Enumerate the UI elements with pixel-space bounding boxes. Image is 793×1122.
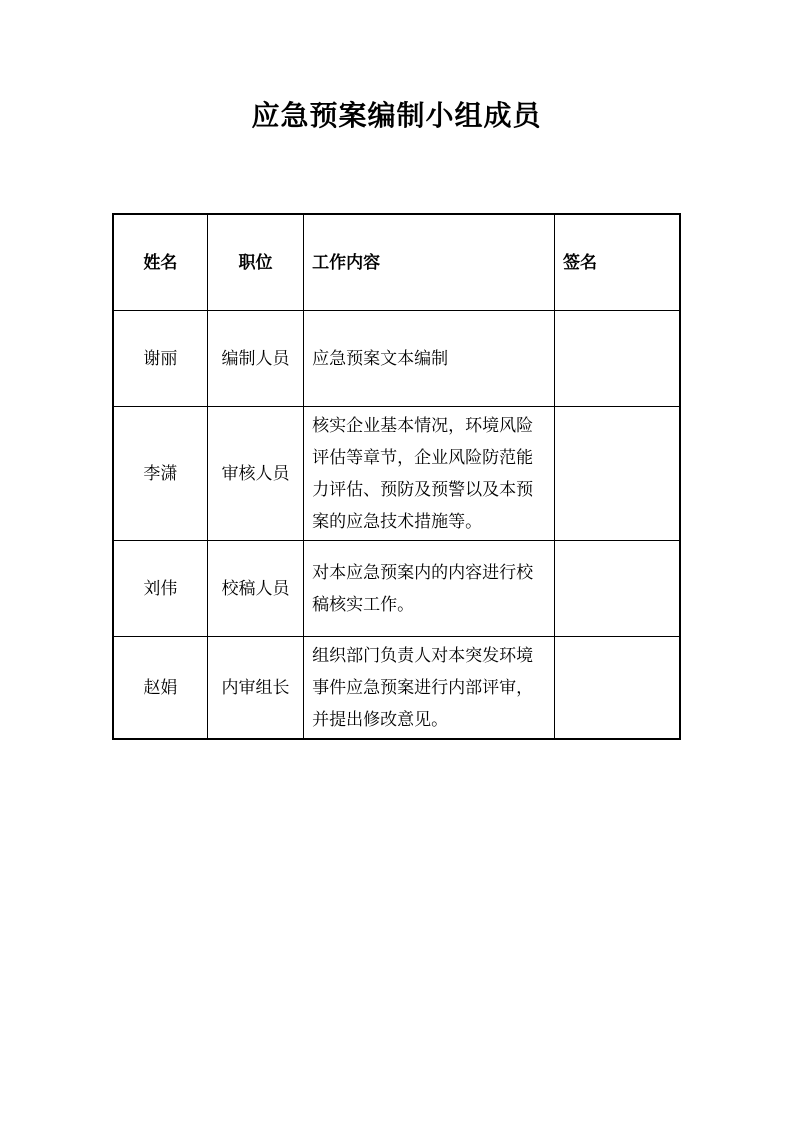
- cell-position: 校稿人员: [207, 541, 303, 637]
- cell-position: 审核人员: [207, 407, 303, 541]
- cell-work: 对本应急预案内的内容进行校稿核实工作。: [304, 541, 555, 637]
- table-row: [113, 407, 680, 541]
- cell-name: 刘伟: [113, 541, 207, 637]
- members-table: [112, 213, 681, 740]
- table-header-row: [113, 214, 680, 311]
- header-position: 职位: [207, 214, 303, 311]
- cell-signature: [555, 407, 680, 541]
- cell-name: 李潇: [113, 407, 207, 541]
- cell-signature: [555, 637, 680, 740]
- table-row: [113, 541, 680, 637]
- header-name: 姓名: [113, 214, 207, 311]
- cell-name: 谢丽: [113, 311, 207, 407]
- cell-signature: [555, 311, 680, 407]
- cell-position: 内审组长: [207, 637, 303, 740]
- table-row: [113, 637, 680, 740]
- header-work: 工作内容: [304, 214, 555, 311]
- cell-signature: [555, 541, 680, 637]
- cell-work: 应急预案文本编制: [304, 311, 555, 407]
- document-title: 应急预案编制小组成员: [251, 99, 542, 132]
- cell-name: 赵娟: [113, 637, 207, 740]
- cell-position: 编制人员: [207, 311, 303, 407]
- cell-work: 组织部门负责人对本突发环境事件应急预案进行内部评审，并提出修改意见。: [304, 637, 555, 740]
- cell-work: 核实企业基本情况，环境风险评估等章节，企业风险防范能力评估、预防及预警以及本预案的应急技术措施等。: [304, 407, 555, 541]
- table-row: [113, 311, 680, 407]
- header-signature: 签名: [555, 214, 680, 311]
